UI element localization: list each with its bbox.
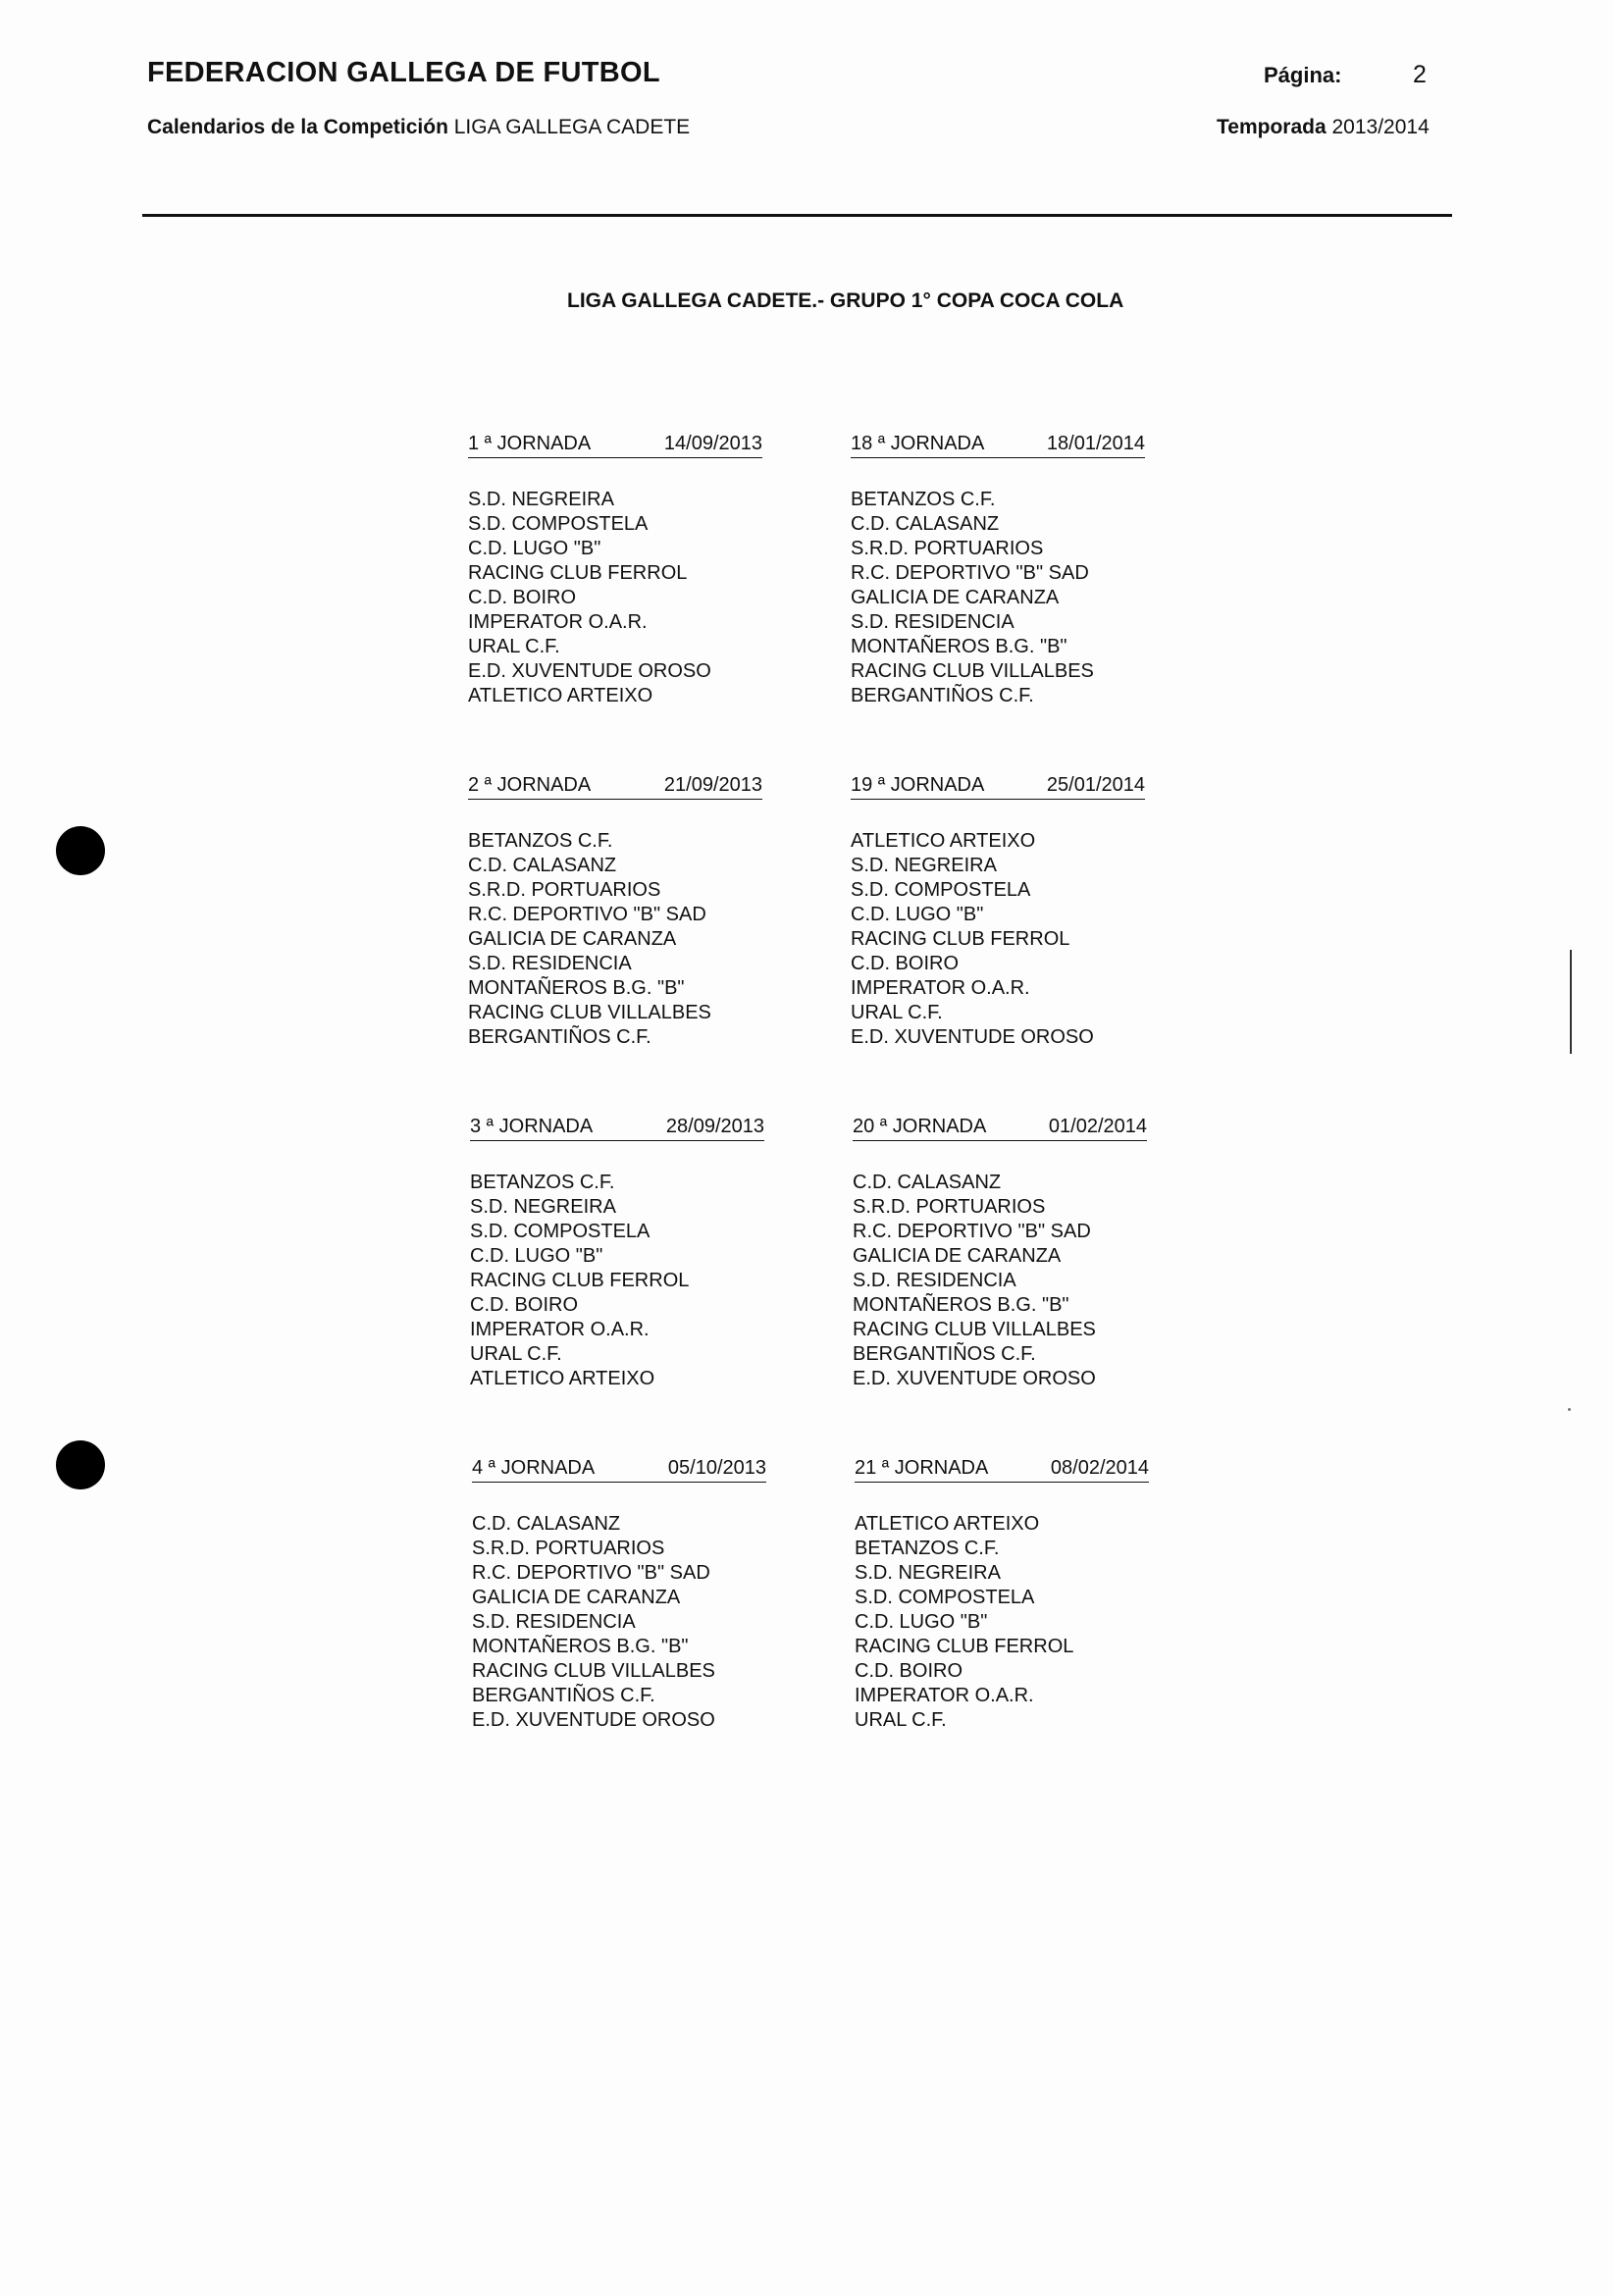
team-name: IMPERATOR O.A.R. xyxy=(470,1319,650,1340)
team-name: ATLETICO ARTEIXO xyxy=(855,1513,1040,1535)
team-name: C.D. LUGO "B" xyxy=(855,1611,988,1633)
team-name: BERGANTIÑOS C.F. xyxy=(851,685,1034,706)
season-value: 2013/2014 xyxy=(1331,116,1430,138)
binder-hole-top xyxy=(56,826,105,875)
team-name: IMPERATOR O.A.R. xyxy=(468,611,648,633)
team-name: ATLETICO ARTEIXO xyxy=(851,830,1036,852)
team-name: S.D. NEGREIRA xyxy=(855,1562,1001,1584)
team-name: S.D. COMPOSTELA xyxy=(470,1221,650,1242)
team-list xyxy=(468,488,762,708)
team-name: GALICIA DE CARANZA xyxy=(472,1587,681,1608)
team-name: S.D. RESIDENCIA xyxy=(851,611,1015,633)
team-name: C.D. CALASANZ xyxy=(468,855,617,876)
round-name: 3 ª JORNADA xyxy=(470,1116,594,1137)
team-name: RACING CLUB FERROL xyxy=(468,562,688,584)
round-block xyxy=(468,771,762,1050)
team-name: RACING CLUB VILLALBES xyxy=(472,1660,715,1682)
team-name: C.D. LUGO "B" xyxy=(470,1245,603,1267)
team-name: R.C. DEPORTIVO "B" SAD xyxy=(853,1221,1091,1242)
round-header xyxy=(851,771,1145,800)
round-name: 2 ª JORNADA xyxy=(468,774,592,796)
team-name: C.D. CALASANZ xyxy=(851,513,1000,535)
team-name: S.R.D. PORTUARIOS xyxy=(853,1196,1046,1218)
round-date: 05/10/2013 xyxy=(667,1457,766,1479)
round-header xyxy=(468,771,762,800)
team-name: S.D. COMPOSTELA xyxy=(855,1587,1035,1608)
team-name: E.D. XUVENTUDE OROSO xyxy=(851,1026,1094,1048)
round-date: 08/02/2014 xyxy=(1050,1457,1149,1479)
round-name: 20 ª JORNADA xyxy=(853,1116,987,1137)
team-list xyxy=(855,1512,1149,1733)
round-header xyxy=(468,430,762,458)
round-header xyxy=(855,1454,1149,1483)
team-name: RACING CLUB VILLALBES xyxy=(851,660,1094,682)
round-block xyxy=(470,1113,764,1391)
team-name: E.D. XUVENTUDE OROSO xyxy=(468,660,711,682)
round-name: 21 ª JORNADA xyxy=(855,1457,989,1479)
team-name: ATLETICO ARTEIXO xyxy=(468,685,653,706)
team-name: ATLETICO ARTEIXO xyxy=(470,1368,655,1389)
round-block xyxy=(472,1454,766,1733)
team-name: R.C. DEPORTIVO "B" SAD xyxy=(472,1562,710,1584)
organization-title: FEDERACION GALLEGA DE FUTBOL xyxy=(147,57,660,88)
team-name: C.D. BOIRO xyxy=(470,1294,579,1316)
team-list xyxy=(468,829,762,1050)
team-name: C.D. LUGO "B" xyxy=(468,538,601,559)
round-header xyxy=(472,1454,766,1483)
header-rule xyxy=(142,214,1452,217)
round-date: 18/01/2014 xyxy=(1046,433,1145,454)
team-name: C.D. BOIRO xyxy=(855,1660,963,1682)
team-name: MONTAÑEROS B.G. "B" xyxy=(472,1636,689,1657)
round-header xyxy=(853,1113,1147,1141)
round-header xyxy=(851,430,1145,458)
team-name: MONTAÑEROS B.G. "B" xyxy=(851,636,1067,657)
round-block xyxy=(851,430,1145,708)
team-name: IMPERATOR O.A.R. xyxy=(855,1685,1034,1706)
team-name: URAL C.F. xyxy=(468,636,560,657)
team-name: C.D. LUGO "B" xyxy=(851,904,984,925)
team-name: GALICIA DE CARANZA xyxy=(851,587,1060,608)
team-name: URAL C.F. xyxy=(851,1002,943,1023)
round-date: 01/02/2014 xyxy=(1048,1116,1147,1137)
team-name: BETANZOS C.F. xyxy=(468,830,613,852)
round-header xyxy=(470,1113,764,1141)
team-name: C.D. CALASANZ xyxy=(853,1172,1002,1193)
team-list xyxy=(851,829,1145,1050)
team-name: GALICIA DE CARANZA xyxy=(468,928,677,950)
team-name: S.D. COMPOSTELA xyxy=(851,879,1031,901)
season xyxy=(1217,116,1430,139)
team-name: BETANZOS C.F. xyxy=(470,1172,615,1193)
round-name: 1 ª JORNADA xyxy=(468,433,592,454)
page-number: 2 xyxy=(1413,61,1427,88)
team-name: BETANZOS C.F. xyxy=(855,1538,1000,1559)
team-list xyxy=(470,1171,764,1391)
team-name: BETANZOS C.F. xyxy=(851,489,996,510)
team-list xyxy=(472,1512,766,1733)
team-name: RACING CLUB VILLALBES xyxy=(853,1319,1096,1340)
team-name: BERGANTIÑOS C.F. xyxy=(853,1343,1036,1365)
team-name: R.C. DEPORTIVO "B" SAD xyxy=(468,904,706,925)
round-block xyxy=(853,1113,1147,1391)
team-name: RACING CLUB FERROL xyxy=(470,1270,690,1291)
scan-mark xyxy=(1570,950,1572,1054)
binder-hole-bottom xyxy=(56,1440,105,1489)
team-name: BERGANTIÑOS C.F. xyxy=(468,1026,651,1048)
page-label: Página: xyxy=(1264,63,1342,87)
round-block xyxy=(468,430,762,708)
team-name: RACING CLUB FERROL xyxy=(855,1636,1074,1657)
team-name: E.D. XUVENTUDE OROSO xyxy=(853,1368,1096,1389)
team-name: S.D. RESIDENCIA xyxy=(472,1611,636,1633)
team-name: S.R.D. PORTUARIOS xyxy=(468,879,661,901)
team-name: RACING CLUB FERROL xyxy=(851,928,1070,950)
team-name: S.D. RESIDENCIA xyxy=(853,1270,1016,1291)
document-subtitle xyxy=(147,116,690,139)
team-name: MONTAÑEROS B.G. "B" xyxy=(468,977,685,999)
team-name: C.D. CALASANZ xyxy=(472,1513,621,1535)
round-name: 4 ª JORNADA xyxy=(472,1457,596,1479)
team-name: S.R.D. PORTUARIOS xyxy=(472,1538,665,1559)
team-name: C.D. BOIRO xyxy=(851,953,960,974)
team-name: S.D. COMPOSTELA xyxy=(468,513,649,535)
team-name: GALICIA DE CARANZA xyxy=(853,1245,1062,1267)
round-block xyxy=(855,1454,1149,1733)
team-name: S.D. NEGREIRA xyxy=(468,489,614,510)
team-name: S.D. NEGREIRA xyxy=(851,855,997,876)
team-name: E.D. XUVENTUDE OROSO xyxy=(472,1709,715,1731)
team-name: S.D. RESIDENCIA xyxy=(468,953,632,974)
team-name: IMPERATOR O.A.R. xyxy=(851,977,1030,999)
team-name: R.C. DEPORTIVO "B" SAD xyxy=(851,562,1089,584)
team-name: MONTAÑEROS B.G. "B" xyxy=(853,1294,1069,1316)
team-name: URAL C.F. xyxy=(855,1709,947,1731)
team-name: URAL C.F. xyxy=(470,1343,562,1365)
round-date: 14/09/2013 xyxy=(663,433,762,454)
team-name: S.D. NEGREIRA xyxy=(470,1196,616,1218)
team-list xyxy=(851,488,1145,708)
competition-name: LIGA GALLEGA CADETE xyxy=(453,116,691,138)
season-label: Temporada xyxy=(1217,116,1327,138)
league-title: LIGA GALLEGA CADETE.- GRUPO 1° COPA COCA COLA xyxy=(567,289,1124,312)
round-name: 18 ª JORNADA xyxy=(851,433,985,454)
team-list xyxy=(853,1171,1147,1391)
round-date: 25/01/2014 xyxy=(1046,774,1145,796)
team-name: S.R.D. PORTUARIOS xyxy=(851,538,1044,559)
team-name: BERGANTIÑOS C.F. xyxy=(472,1685,655,1706)
round-block xyxy=(851,771,1145,1050)
team-name: C.D. BOIRO xyxy=(468,587,577,608)
round-name: 19 ª JORNADA xyxy=(851,774,985,796)
team-name: RACING CLUB VILLALBES xyxy=(468,1002,711,1023)
subtitle-prefix: Calendarios de la Competición xyxy=(147,116,448,138)
round-date: 28/09/2013 xyxy=(665,1116,764,1137)
round-date: 21/09/2013 xyxy=(663,774,762,796)
scan-speck xyxy=(1568,1408,1571,1411)
